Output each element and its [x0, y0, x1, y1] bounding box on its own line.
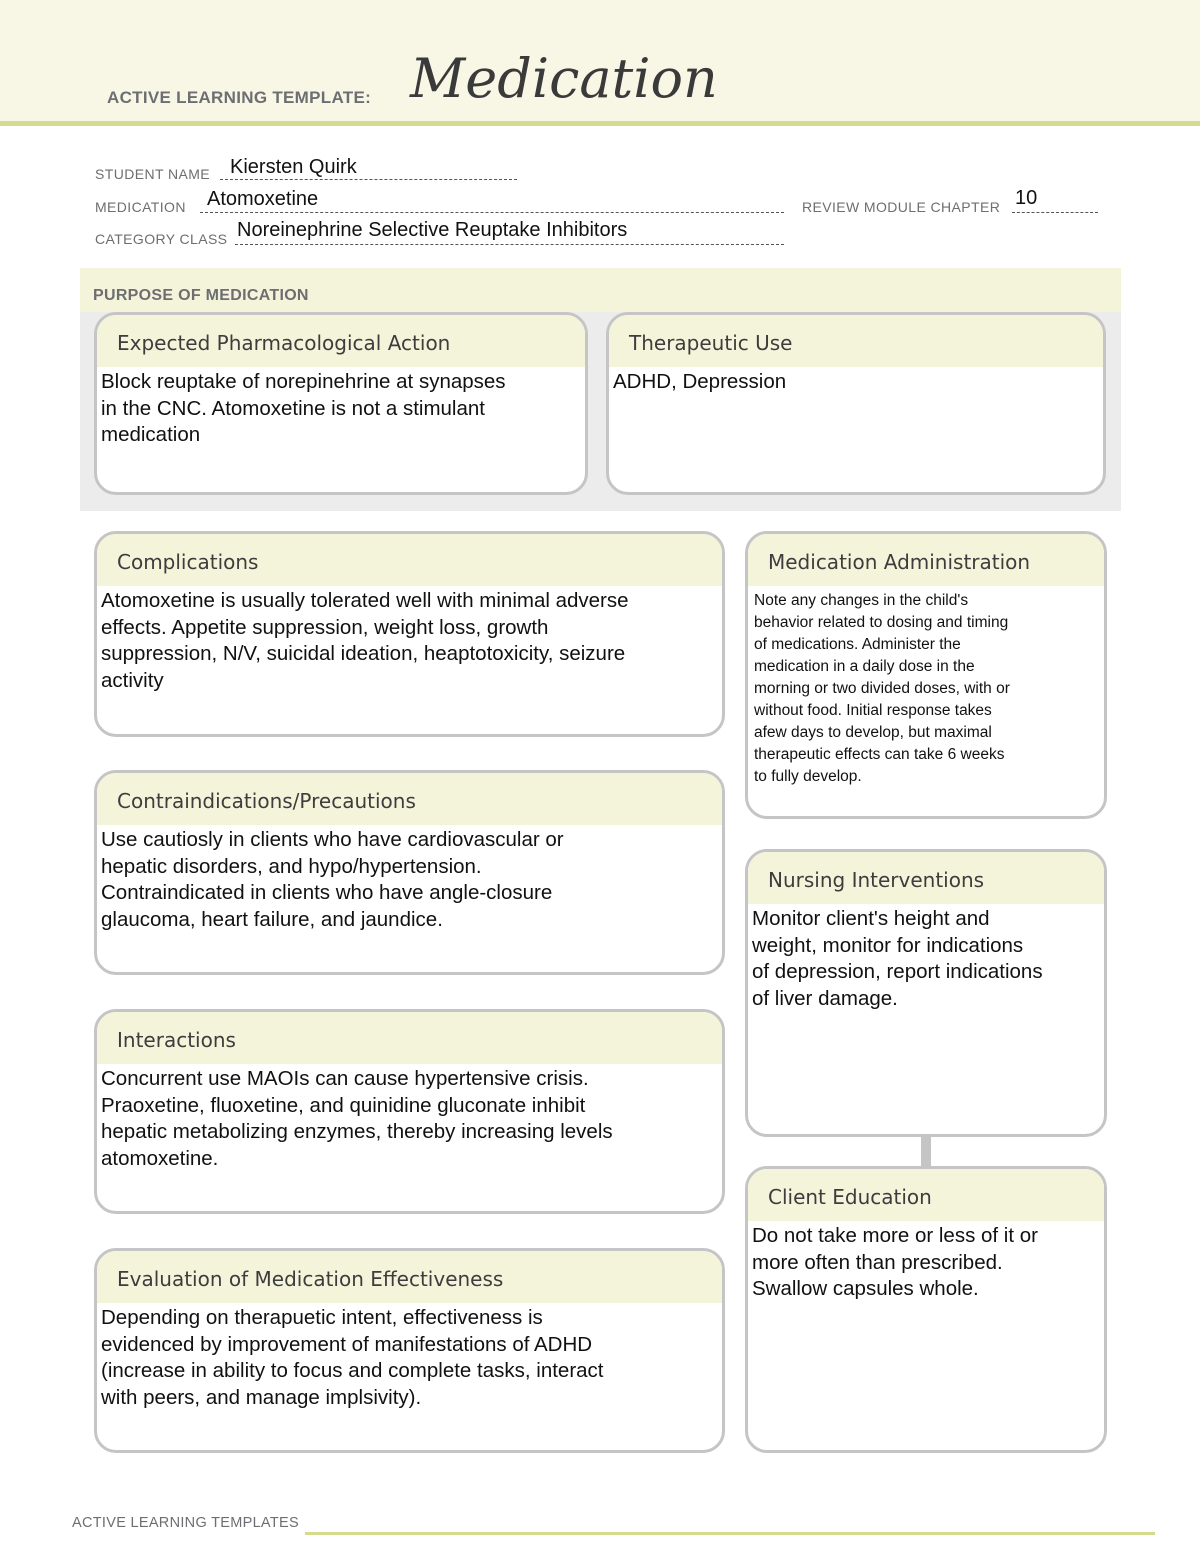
evaluation-title: Evaluation of Medication Effectiveness: [97, 1251, 722, 1303]
evaluation-body[interactable]: Depending on therapuetic intent, effectiveness is evidenced by improvement of manifestations of ADHD (increase in ability to focus and complete tasks, interact with peers, and manage implsivity).: [101, 1306, 604, 1409]
footer-label: ACTIVE LEARNING TEMPLATES: [72, 1515, 299, 1531]
interactions-body[interactable]: Concurrent use MAOIs can cause hypertensive crisis. Praoxetine, fluoxetine, and quinidine gluconate inhibit hepatic metabolizing enzymes, thereby increasing levels atomoxetine.: [101, 1067, 613, 1170]
medication-value[interactable]: Atomoxetine: [207, 188, 319, 210]
contraindications-title: Contraindications/Precautions: [97, 773, 722, 825]
therapeutic-use-title: Therapeutic Use: [609, 315, 1103, 367]
nursing-interventions-box: [745, 849, 1107, 1137]
nursing-interventions-title: Nursing Interventions: [748, 852, 1104, 904]
complications-body[interactable]: Atomoxetine is usually tolerated well with minimal adverse effects. Appetite suppression, weight loss, growth suppression, N/V, suicidal ideation, heaptotoxicity, seizure activity: [101, 589, 629, 692]
client-education-title: Client Education: [748, 1169, 1104, 1221]
client-education-box: [745, 1166, 1107, 1453]
interactions-title: Interactions: [97, 1012, 722, 1064]
expected-action-body[interactable]: Block reuptake of norepinehrine at synapses in the CNC. Atomoxetine is not a stimulant medication: [101, 370, 506, 446]
complications-box: [94, 531, 725, 737]
therapeutic-use-box: [606, 312, 1106, 495]
student-name-value[interactable]: Kiersten Quirk: [230, 156, 357, 178]
medication-administration-box: [745, 531, 1107, 819]
medication-line: [200, 212, 784, 213]
interactions-box: [94, 1009, 725, 1214]
therapeutic-use-body[interactable]: ADHD, Depression: [613, 370, 787, 393]
box-connector: [921, 1135, 931, 1167]
footer-rule: [305, 1532, 1155, 1535]
contraindications-body[interactable]: Use cautiosly in clients who have cardiovascular or hepatic disorders, and hypo/hypertension. Contraindicated in clients who have angle-closure glaucoma, heart failure, and jaundice.: [101, 828, 564, 931]
template-label: ACTIVE LEARNING TEMPLATE:: [107, 88, 372, 107]
purpose-label: PURPOSE OF MEDICATION: [93, 287, 309, 304]
review-module-label: REVIEW MODULE CHAPTER: [802, 199, 1001, 215]
client-education-body[interactable]: Do not take more or less of it or more often than prescribed. Swallow capsules whole.: [752, 1224, 1038, 1300]
contraindications-box: [94, 770, 725, 975]
header-rule: [0, 121, 1200, 126]
review-module-line: [1012, 212, 1098, 213]
medication-label: MEDICATION: [95, 199, 186, 215]
category-class-value[interactable]: Noreinephrine Selective Reuptake Inhibitors: [237, 219, 628, 241]
student-name-line: [220, 179, 517, 180]
medication-administration-title: Medication Administration: [748, 534, 1104, 586]
review-module-value[interactable]: 10: [1015, 187, 1038, 209]
template-title: Medication: [410, 47, 718, 110]
nursing-interventions-body[interactable]: Monitor client's height and weight, monitor for indications of depression, report indications of liver damage.: [752, 907, 1043, 1010]
evaluation-box: [94, 1248, 725, 1453]
category-class-line: [235, 244, 784, 245]
student-name-label: STUDENT NAME: [95, 166, 210, 182]
medication-administration-body[interactable]: Note any changes in the child's behavior related to dosing and timing of medications. Administer the medication in a daily dose in the morning or two divided doses, with or without food. Initial response takes afew days to develop, but maximal therapeutic effects can take 6 weeks to fully develop.: [754, 592, 1010, 785]
expected-action-box: [94, 312, 588, 495]
category-class-label: CATEGORY CLASS: [95, 231, 228, 247]
expected-action-title: Expected Pharmacological Action: [97, 315, 585, 367]
complications-title: Complications: [97, 534, 722, 586]
